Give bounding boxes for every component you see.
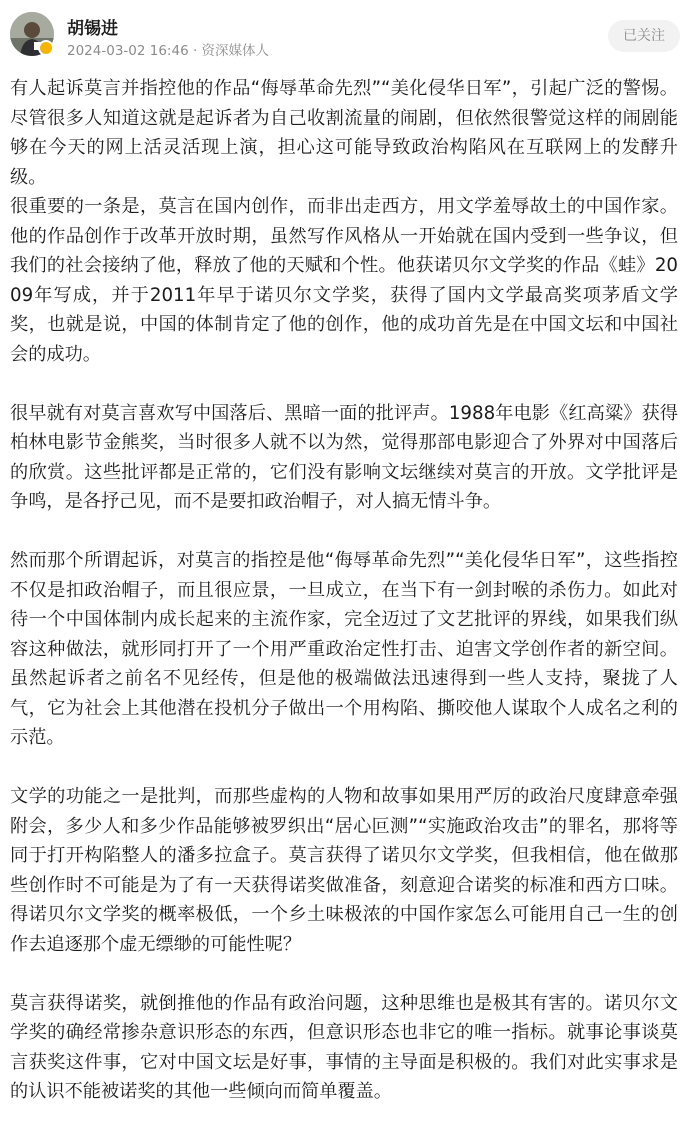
- author-title: 资深媒体人: [201, 43, 270, 59]
- article-paragraph: 很重要的一条是，莫言在国内创作，而非出走西方，用文学羞辱故土的中国作家。他的作品创作于改革开放时期，虽然写作风格从一开始就在国内受到一些争议，但我们的社会接纳了他，释放了他的天赋和个性。他获诺贝尔文学奖的作品《蛙》2009年写成，并于2011年早于诺贝尔文学奖，获得了国内文学最高奖项茅盾文学奖，也就是说，中国的体制肯定了他的创作，他的成功首先是在中国文坛和中国社会的成功。: [10, 196, 678, 365]
- author-name[interactable]: 胡锡进: [67, 19, 118, 39]
- meta-separator: ·: [192, 43, 198, 59]
- post-meta: [67, 39, 269, 59]
- post-timestamp: 2024-03-02 16:46: [67, 43, 189, 59]
- article-body: [10, 74, 678, 1107]
- article-paragraph: 很早就有对莫言喜欢写中国落后、黑暗一面的批评声。1988年电影《红高粱》获得柏林电影节金熊奖，当时很多人就不以为然，觉得那部电影迎合了外界对中国落后的欣赏。这些批评都是正常的，它们没有影响文坛继续对莫言的开放。文学批评是争鸣，是各抒己见，而不是要扣政治帽子，对人搞无情斗争。: [10, 402, 678, 512]
- post-header: [0, 0, 690, 72]
- follow-button[interactable]: 已关注: [608, 20, 680, 52]
- article-paragraph: 莫言获得诺奖，就倒推他的作品有政治问题，这种思维也是极其有害的。诺贝尔文学奖的确经常掺杂意识形态的东西，但意识形态也非它的唯一指标。就事论事谈莫言获奖这件事，它对中国文坛是好事，事情的主导面是积极的。我们对此实事求是的认识不能被诺奖的其他一些倾向而简单覆盖。: [10, 992, 678, 1102]
- article-paragraph: 然而那个所谓起诉，对莫言的指控是他“侮辱革命先烈”“美化侵华日军”，这些指控不仅是扣政治帽子，而且很应景，一旦成立，在当下有一剑封喉的杀伤力。如此对待一个中国体制内成长起来的主流作家，完全迈过了文艺批评的界线，如果我们纵容这种做法，就形同打开了一个用严重政治定性打击、迫害文学创作者的新空间。虽然起诉者之前名不见经传，但是他的极端做法迅速得到一些人支持，聚拢了人气，它为社会上其他潜在投机分子做出一个用构陷、撕咬他人谋取个人成名之利的示范。: [10, 550, 678, 748]
- article-paragraph: 有人起诉莫言并指控他的作品“侮辱革命先烈”“美化侵华日军”，引起广泛的警惕。尽管很多人知道这就是起诉者为自己收割流量的闹剧，但依然很警觉这样的闹剧能够在今天的网上活灵活现上演，担心这可能导致政治构陷风在互联网上的发酵升级。: [10, 78, 678, 188]
- article-paragraph: 文学的功能之一是批判，而那些虚构的人物和故事如果用严厉的政治尺度肆意牵强附会，多少人和多少作品能够被罗织出“居心叵测”“实施政治攻击”的罪名，那将等同于打开构陷整人的潘多拉盒子。莫言获得了诺贝尔文学奖，但我相信，他在做那些创作时不可能是为了有一天获得诺奖做准备，刻意迎合诺奖的标准和西方口味。得诺贝尔文学奖的概率极低，一个乡土味极浓的中国作家怎么可能用自己一生的创作去追逐那个虚无缥缈的可能性呢？: [10, 786, 678, 955]
- verified-badge-icon: [38, 40, 54, 56]
